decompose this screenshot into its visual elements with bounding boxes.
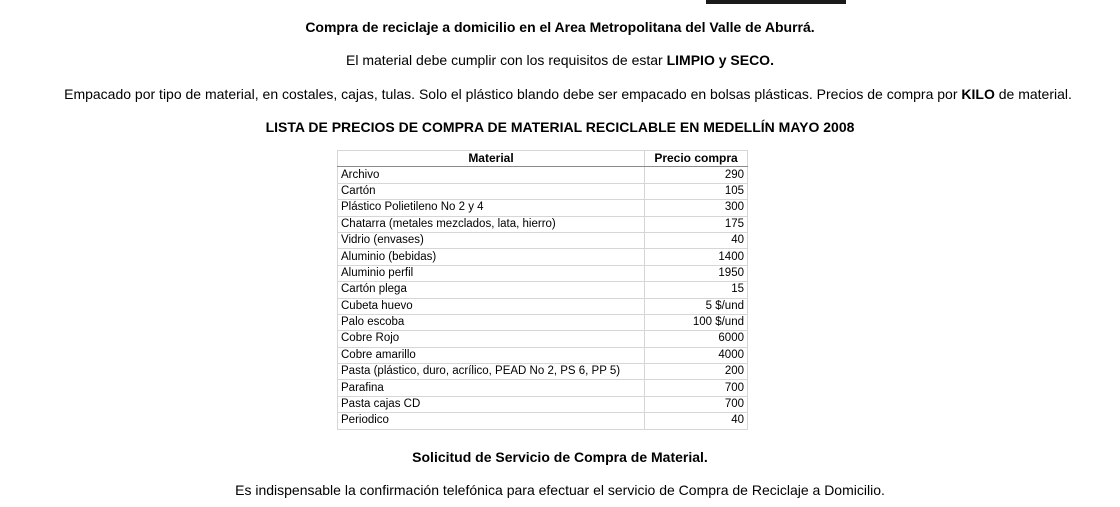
material-cell: Cobre amarillo (338, 347, 645, 363)
material-cell: Chatarra (metales mezclados, lata, hierro) (338, 216, 645, 232)
price-list-title: LISTA DE PRECIOS DE COMPRA DE MATERIAL RECICLABLE EN MEDELLÍN MAYO 2008 (265, 119, 855, 135)
table-row (338, 314, 748, 330)
material-cell: Vidrio (envases) (338, 232, 645, 248)
price-cell: 290 (645, 167, 748, 183)
column-header-material: Material (338, 151, 645, 167)
price-cell: 700 (645, 396, 748, 412)
material-cell: Cubeta huevo (338, 298, 645, 314)
material-cell: Cartón plega (338, 282, 645, 298)
table-header-row (338, 151, 748, 167)
price-cell: 6000 (645, 331, 748, 347)
table-row (338, 364, 748, 380)
requirements-text: El material debe cumplir con los requisitos de estar (346, 52, 667, 68)
material-cell: Aluminio (bebidas) (338, 249, 645, 265)
page-title: Compra de reciclaje a domicilio en el Area Metropolitana del Valle de Aburrá. (305, 19, 815, 35)
packing-text: Empacado por tipo de material, en costales, cajas, tulas. Solo el plástico blando debe ser empacado en bolsas plásticas. Precios de compra por (64, 86, 962, 102)
table-row (338, 331, 748, 347)
price-cell: 100 $/und (645, 314, 748, 330)
material-cell: Periodico (338, 413, 645, 429)
table-row (338, 183, 748, 199)
price-cell: 300 (645, 200, 748, 216)
table-row (338, 282, 748, 298)
top-dark-bar (706, 0, 846, 4)
material-cell: Pasta (plástico, duro, acrílico, PEAD No 2, PS 6, PP 5) (338, 364, 645, 380)
price-cell: 700 (645, 380, 748, 396)
material-cell: Palo escoba (338, 314, 645, 330)
table-row (338, 232, 748, 248)
packing-line (8, 85, 1120, 103)
material-cell: Archivo (338, 167, 645, 183)
table-row (338, 298, 748, 314)
price-cell: 105 (645, 183, 748, 199)
table-row (338, 396, 748, 412)
table-row (338, 216, 748, 232)
table-row (338, 380, 748, 396)
price-cell: 1400 (645, 249, 748, 265)
service-request-title: Solicitud de Servicio de Compra de Material. (412, 449, 708, 465)
price-cell: 15 (645, 282, 748, 298)
price-cell: 1950 (645, 265, 748, 281)
packing-text-end: de material. (994, 86, 1072, 102)
table-row (338, 200, 748, 216)
table-row (338, 413, 748, 429)
material-cell: Parafina (338, 380, 645, 396)
price-cell: 4000 (645, 347, 748, 363)
price-cell: 40 (645, 232, 748, 248)
table-row (338, 167, 748, 183)
price-cell: 5 $/und (645, 298, 748, 314)
table-row (338, 249, 748, 265)
requirements-line (0, 51, 1120, 69)
material-cell: Cartón (338, 183, 645, 199)
table-row (338, 265, 748, 281)
material-cell: Pasta cajas CD (338, 396, 645, 412)
table-row (338, 347, 748, 363)
requirements-emphasis: LIMPIO y SECO. (666, 52, 774, 68)
packing-unit-emphasis: KILO (961, 86, 995, 102)
price-table (337, 150, 748, 430)
price-cell: 40 (645, 413, 748, 429)
material-cell: Aluminio perfil (338, 265, 645, 281)
material-cell: Plástico Polietileno No 2 y 4 (338, 200, 645, 216)
price-cell: 200 (645, 364, 748, 380)
price-table-body (338, 167, 748, 429)
material-cell: Cobre Rojo (338, 331, 645, 347)
confirmation-note: Es indispensable la confirmación telefónica para efectuar el servicio de Compra de Reciclaje a Domicilio. (235, 482, 885, 498)
price-cell: 175 (645, 216, 748, 232)
column-header-price: Precio compra (645, 151, 748, 167)
